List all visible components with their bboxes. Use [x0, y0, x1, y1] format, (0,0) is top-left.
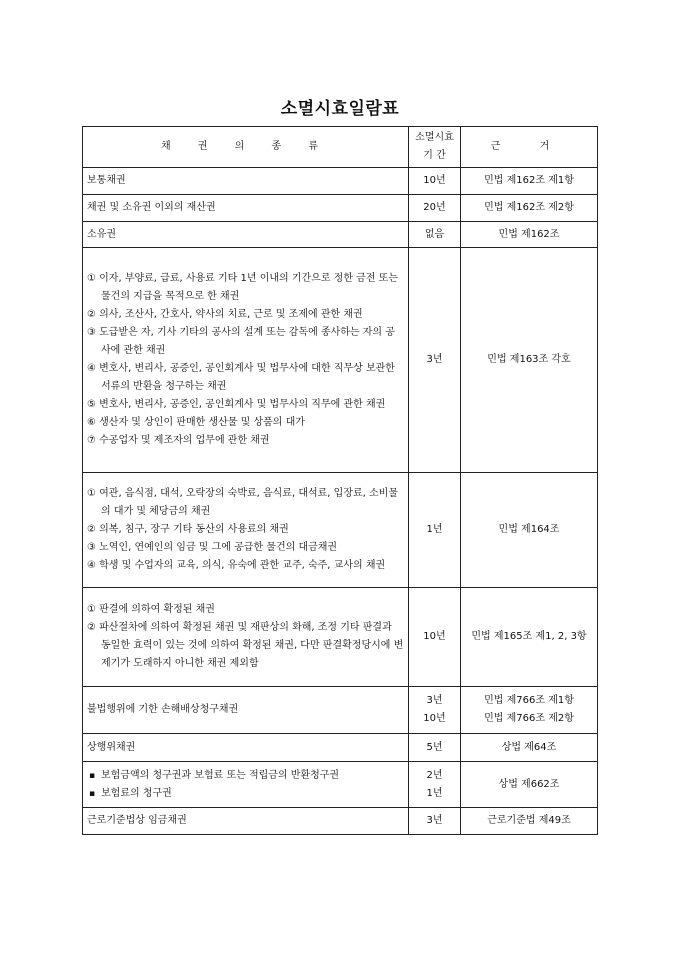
row-basis: 민법 제165조 제1, 2, 3항 [461, 588, 598, 687]
row-period: 10년 [409, 168, 461, 195]
row-period: 1년 [409, 473, 461, 588]
table-row [83, 195, 598, 222]
list-item: ⑦ 수공업자 및 제조자의 업무에 관한 채권 [87, 435, 270, 446]
row-basis: 민법 제162조 제2항 [461, 195, 598, 222]
list-item: ⑥ 생산자 및 상인이 판매한 생산물 및 상품의 대가 [87, 417, 305, 428]
row-kind: 불법행위에 기한 손해배상청구채권 [83, 687, 409, 734]
list-item: ▪ 보험료의 청구권 [87, 785, 404, 803]
table-row [83, 734, 598, 762]
table-row [83, 473, 598, 588]
list-item: ① 이자, 부양료, 급료, 사용료 기타 1년 이내의 기간으로 정한 금전 또는 물건의 지급을 목적으로 한 채권 [87, 273, 398, 302]
table-row [83, 808, 598, 835]
header-period: 소멸시효 기 간 [409, 127, 461, 168]
list-item: ③ 도급받은 자, 기사 기타의 공사의 설계 또는 감독에 종사하는 자의 공사에 관한 채권 [87, 327, 395, 356]
list-item: ▪ 보험금액의 청구권과 보험료 또는 적립금의 반환청구권 [87, 767, 404, 785]
list-item: ② 의복, 침구, 장구 기타 동산의 사용료의 채권 [87, 524, 289, 535]
list-item: ② 파산절차에 의하여 확정된 채권 및 재판상의 화해, 조정 기타 판결과 동일한 효력이 있는 것에 의하여 확정된 채권, 다만 판결확정당시에 변제기가 도래하지 아니한 채권 제외함 [87, 622, 404, 669]
row-kind: 소유권 [83, 222, 409, 248]
page-title: 소멸시효일람표 [280, 99, 400, 119]
row-basis: 민법 제162조 [461, 222, 598, 248]
row-period: 3년 [409, 808, 461, 835]
list-item: ① 여관, 음식점, 대석, 오락장의 숙박료, 음식료, 대석료, 입장료, 소비물의 대가 및 체당금의 채권 [87, 488, 398, 517]
table-row [83, 222, 598, 248]
row-kind-list [83, 248, 409, 473]
row-basis: 상법 제64조 [461, 734, 598, 762]
list-item: ⑤ 변호사, 변리사, 공증인, 공인회계사 및 법무사의 직무에 관한 채권 [87, 399, 386, 410]
table-row [83, 248, 598, 473]
row-period: 없음 [409, 222, 461, 248]
row-period: 2년 1년 [409, 762, 461, 808]
header-basis: 근 거 [461, 127, 598, 168]
row-period: 10년 [409, 588, 461, 687]
row-kind-list [83, 473, 409, 588]
row-kind: 보통채권 [83, 168, 409, 195]
row-basis: 근로기준법 제49조 [461, 808, 598, 835]
row-basis: 민법 제766조 제1항 민법 제766조 제2항 [461, 687, 598, 734]
list-item: ① 판결에 의하여 확정된 채권 [87, 604, 215, 615]
row-period: 3년 [409, 248, 461, 473]
row-kind-list [83, 588, 409, 687]
table-row [83, 168, 598, 195]
row-period: 3년 10년 [409, 687, 461, 734]
row-basis: 민법 제162조 제1항 [461, 168, 598, 195]
row-period: 20년 [409, 195, 461, 222]
row-period: 5년 [409, 734, 461, 762]
row-kind: 근로기준법상 임금채권 [83, 808, 409, 835]
list-item: ② 의사, 조산사, 간호사, 약사의 치료, 근로 및 조제에 관한 채권 [87, 309, 363, 320]
table-row [83, 762, 598, 808]
row-kind: 상행위채권 [83, 734, 409, 762]
row-kind: 채권 및 소유권 이외의 재산권 [83, 195, 409, 222]
header-kind: 채 권 의 종 류 [83, 127, 409, 168]
row-basis: 민법 제164조 [461, 473, 598, 588]
list-item: ④ 변호사, 변리사, 공증인, 공인회계사 및 법무사에 대한 직무상 보관한 서류의 반환을 청구하는 채권 [87, 363, 395, 392]
row-basis: 상법 제662조 [461, 762, 598, 808]
table-row [83, 687, 598, 734]
row-kind-list [83, 762, 409, 808]
table-row [83, 588, 598, 687]
list-item: ④ 학생 및 수업자의 교육, 의식, 유숙에 관한 교주, 숙주, 교사의 채권 [87, 560, 386, 571]
list-item: ③ 노역인, 연예인의 임금 및 그에 공급한 물건의 대금채권 [87, 542, 338, 553]
prescription-table [82, 126, 598, 835]
row-basis: 민법 제163조 각호 [461, 248, 598, 473]
table-header-row [83, 127, 598, 168]
